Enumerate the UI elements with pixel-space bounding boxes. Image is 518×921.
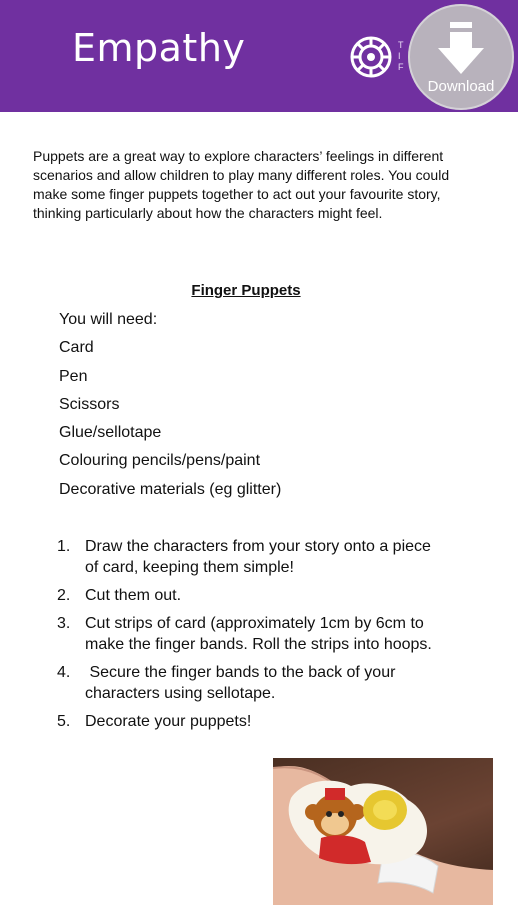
material-item: Colouring pencils/pens/paint: [59, 452, 261, 470]
page-title: Empathy: [72, 26, 246, 70]
download-button[interactable]: [408, 4, 514, 110]
intro-paragraph: Puppets are a great way to explore characters’ feelings in different scenarios and allow children to play many different roles. You could make some finger puppets together to act out your favourite story, thinking particularly about how the characters might feel.: [33, 148, 450, 221]
finger-puppet-photo: [273, 758, 493, 905]
header-banner: [0, 0, 518, 112]
step-number: 5.: [57, 713, 71, 730]
download-label: Download: [427, 78, 495, 95]
step-number: 4.: [57, 664, 71, 681]
download-arrow-icon: [436, 22, 486, 78]
step-text: Draw the characters from your story onto a piece of card, keeping them simple!: [85, 538, 431, 576]
step-item: [57, 613, 447, 655]
material-item: Decorative materials (eg glitter): [59, 480, 282, 498]
steps-list: [57, 536, 447, 739]
finger-puppet-illustration: [273, 758, 493, 905]
material-item: Scissors: [59, 395, 120, 413]
section-heading: Finger Puppets: [191, 282, 301, 299]
materials-heading: You will need:: [59, 311, 158, 328]
wheel-logo-icon: [350, 36, 392, 78]
step-number: 1.: [57, 538, 71, 555]
step-item: [57, 662, 447, 704]
step-number: 3.: [57, 615, 71, 632]
step-text: Secure the finger bands to the back of your characters using sellotape.: [85, 664, 400, 702]
step-number: 2.: [57, 587, 71, 604]
material-item: Glue/sellotape: [59, 424, 162, 442]
materials-list: [59, 309, 281, 507]
material-item: Pen: [59, 367, 88, 385]
step-text: Decorate your puppets!: [85, 713, 252, 730]
step-item: [57, 585, 447, 606]
material-item: Card: [59, 339, 94, 357]
step-text: Cut strips of card (approximately 1cm by 6cm to make the finger bands. Roll the strips into hoops.: [85, 615, 432, 653]
step-item: [57, 536, 447, 578]
step-text: Cut them out.: [85, 587, 182, 604]
step-item: [57, 711, 447, 732]
logo-text: T I F: [398, 40, 404, 72]
